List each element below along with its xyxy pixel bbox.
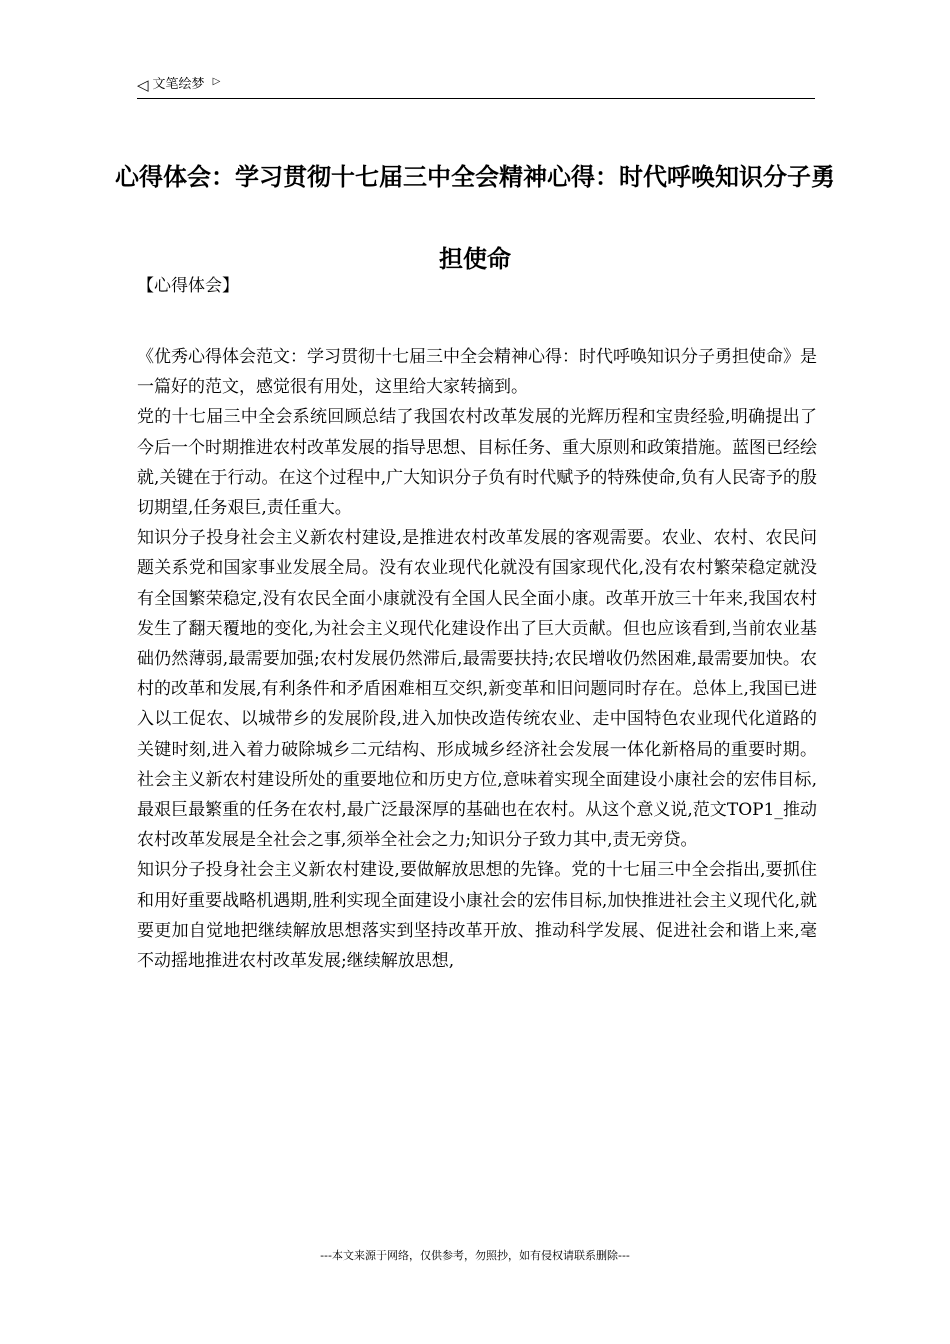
right-triangle-icon: ▷: [212, 76, 221, 87]
header-brand: 文笔绘梦: [152, 77, 205, 92]
paragraph-1: 党的十七届三中全会系统回顾总结了我国农村改革发展的光辉历程和宝贵经验,明确提出了今后一个时期推进农村改革发展的指导思想、目标任务、重大原则和政策措施。蓝图已经绘就,关键在于行动。在这个过程中,广大知识分子负有时代赋予的特殊使命,负有人民寄予的殷切期望,任务艰巨,责任重大。: [137, 407, 817, 519]
document-body: [137, 342, 817, 976]
category-tag: 【心得体会】: [137, 276, 239, 296]
page-footer: ---本文来源于网络，仅供参考，勿照抄，如有侵权请联系删除---: [320, 1249, 630, 1262]
paragraph-2: 知识分子投身社会主义新农村建设,是推进农村改革发展的客观需要。农业、农村、农民问题关系党和国家事业发展全局。没有农业现代化就没有国家现代化,没有农村繁荣稳定就没有全国繁荣稳定,没有农民全面小康就没有全国人民全面小康。改革开放三十年来,我国农村发生了翻天覆地的变化,为社会主义现代化建设作出了巨大贡献。但也应该看到,当前农业基础仍然薄弱,最需要加强;农村发展仍然滞后,最需要扶持;农民增收仍然困难,最需要加快。农村的改革和发展,有利条件和矛盾困难相互交织,新变革和旧问题同时存在。总体上,我国已进入以工促农、以城带乡的发展阶段,进入加快改造传统农业、走中国特色农业现代化道路的关键时刻,进入着力破除城乡二元结构、形成城乡经济社会发展一体化新格局的重要时期。社会主义新农村建设所处的重要地位和历史方位,意味着实现全面建设小康社会的宏伟目标,最艰巨最繁重的任务在农村,最广泛最深厚的基础也在农村。从这个意义说,范文TOP1_推动农村改革发展是全社会之事,须举全社会之力;知识分子致力其中,责无旁贷。: [137, 528, 817, 851]
document-title: 心得体会：学习贯彻十七届三中全会精神心得：时代呼唤知识分子勇担使命: [115, 163, 835, 273]
paragraph-intro: 《优秀心得体会范文：学习贯彻十七届三中全会精神心得：时代呼唤知识分子勇担使命》是一篇好的范文，感觉很有用处，这里给大家转摘到。: [137, 347, 817, 398]
page-header: [137, 72, 815, 99]
left-triangle-icon: ◁: [137, 76, 149, 94]
paragraph-3: 知识分子投身社会主义新农村建设,要做解放思想的先锋。党的十七届三中全会指出,要抓住和用好重要战略机遇期,胜利实现全面建设小康社会的宏伟目标,加快推进社会主义现代化,就要更加自觉地把继续解放思想落实到坚持改革开放、推动科学发展、促进社会和谐上来,毫不动摇地推进农村改革发展;继续解放思想,: [137, 860, 817, 972]
